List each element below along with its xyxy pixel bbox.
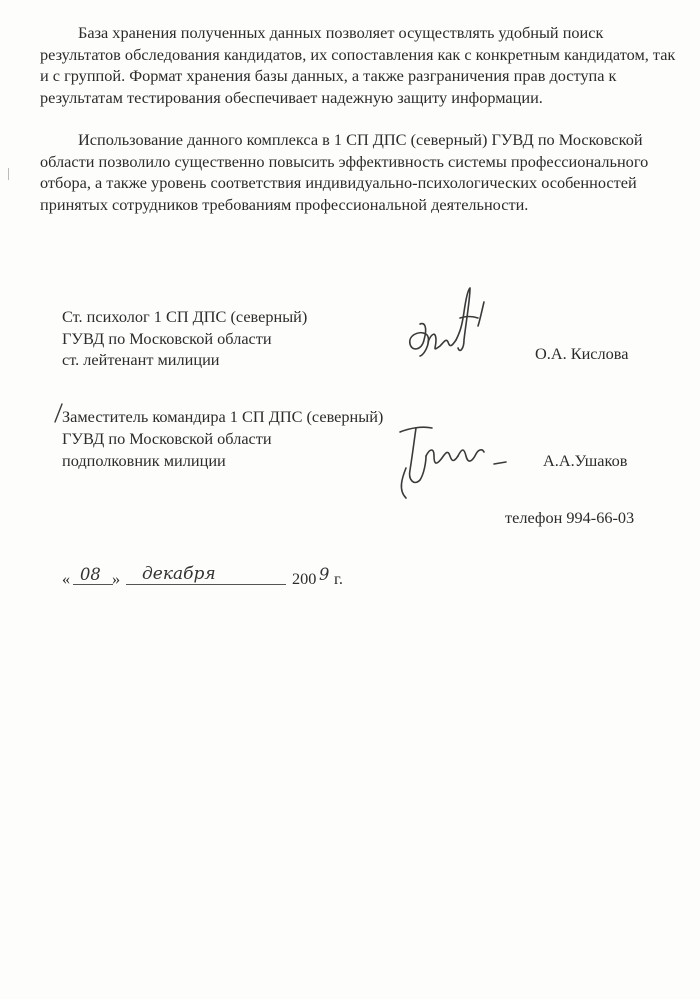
signature-kislova [402,282,502,372]
date-close-quote: » [112,569,121,588]
signatory1-name: О.А. Кислова [535,344,629,363]
scan-artifact [8,168,9,180]
date-year-digit: 9 [319,565,330,584]
date-month-underline [126,584,286,585]
date-year-suffix: г. [334,569,343,588]
phone-number: телефон 994-66-03 [505,508,635,527]
signatory1-rank: ст. лейтенант милиции [62,350,220,369]
signature-ushakov [396,418,516,508]
paragraph-database: База хранения полученных данных позволяет осуществлять удобный поиск результатов обследования кандидатов, их сопоставления как с конкретным кандидатом, так и с группой. Формат хранения базы данных, а также разграничения прав доступа к результатам тестирования обеспечивает надежную защиту информации. [40,23,676,107]
signatory1-position: Ст. психолог 1 СП ДПС (северный) [62,307,308,326]
paragraph-usage: Использование данного комплекса в 1 СП ДПС (северный) ГУВД по Московской области позволило существенно повысить эффективность системы профессионального отбора, а также уровень соответствия индивидуально-психологических особенностей принятых сотрудников требованиям профессиональной деятельности. [40,130,649,214]
signatory2-name: А.А.Ушаков [543,451,628,470]
date-month: декабря [142,564,216,584]
date-day-underline [73,584,113,585]
date-open-quote: « [62,569,71,588]
signatory2-position: Заместитель командира 1 СП ДПС (северный) [62,407,384,426]
margin-tick-mark [52,402,64,424]
signatory2-department: ГУВД по Московской области [62,429,272,448]
date-year-prefix: 200 [292,569,317,588]
signatory1-department: ГУВД по Московской области [62,329,272,348]
signatory2-rank: подполковник милиции [62,451,226,470]
date-day: 08 [80,565,101,584]
